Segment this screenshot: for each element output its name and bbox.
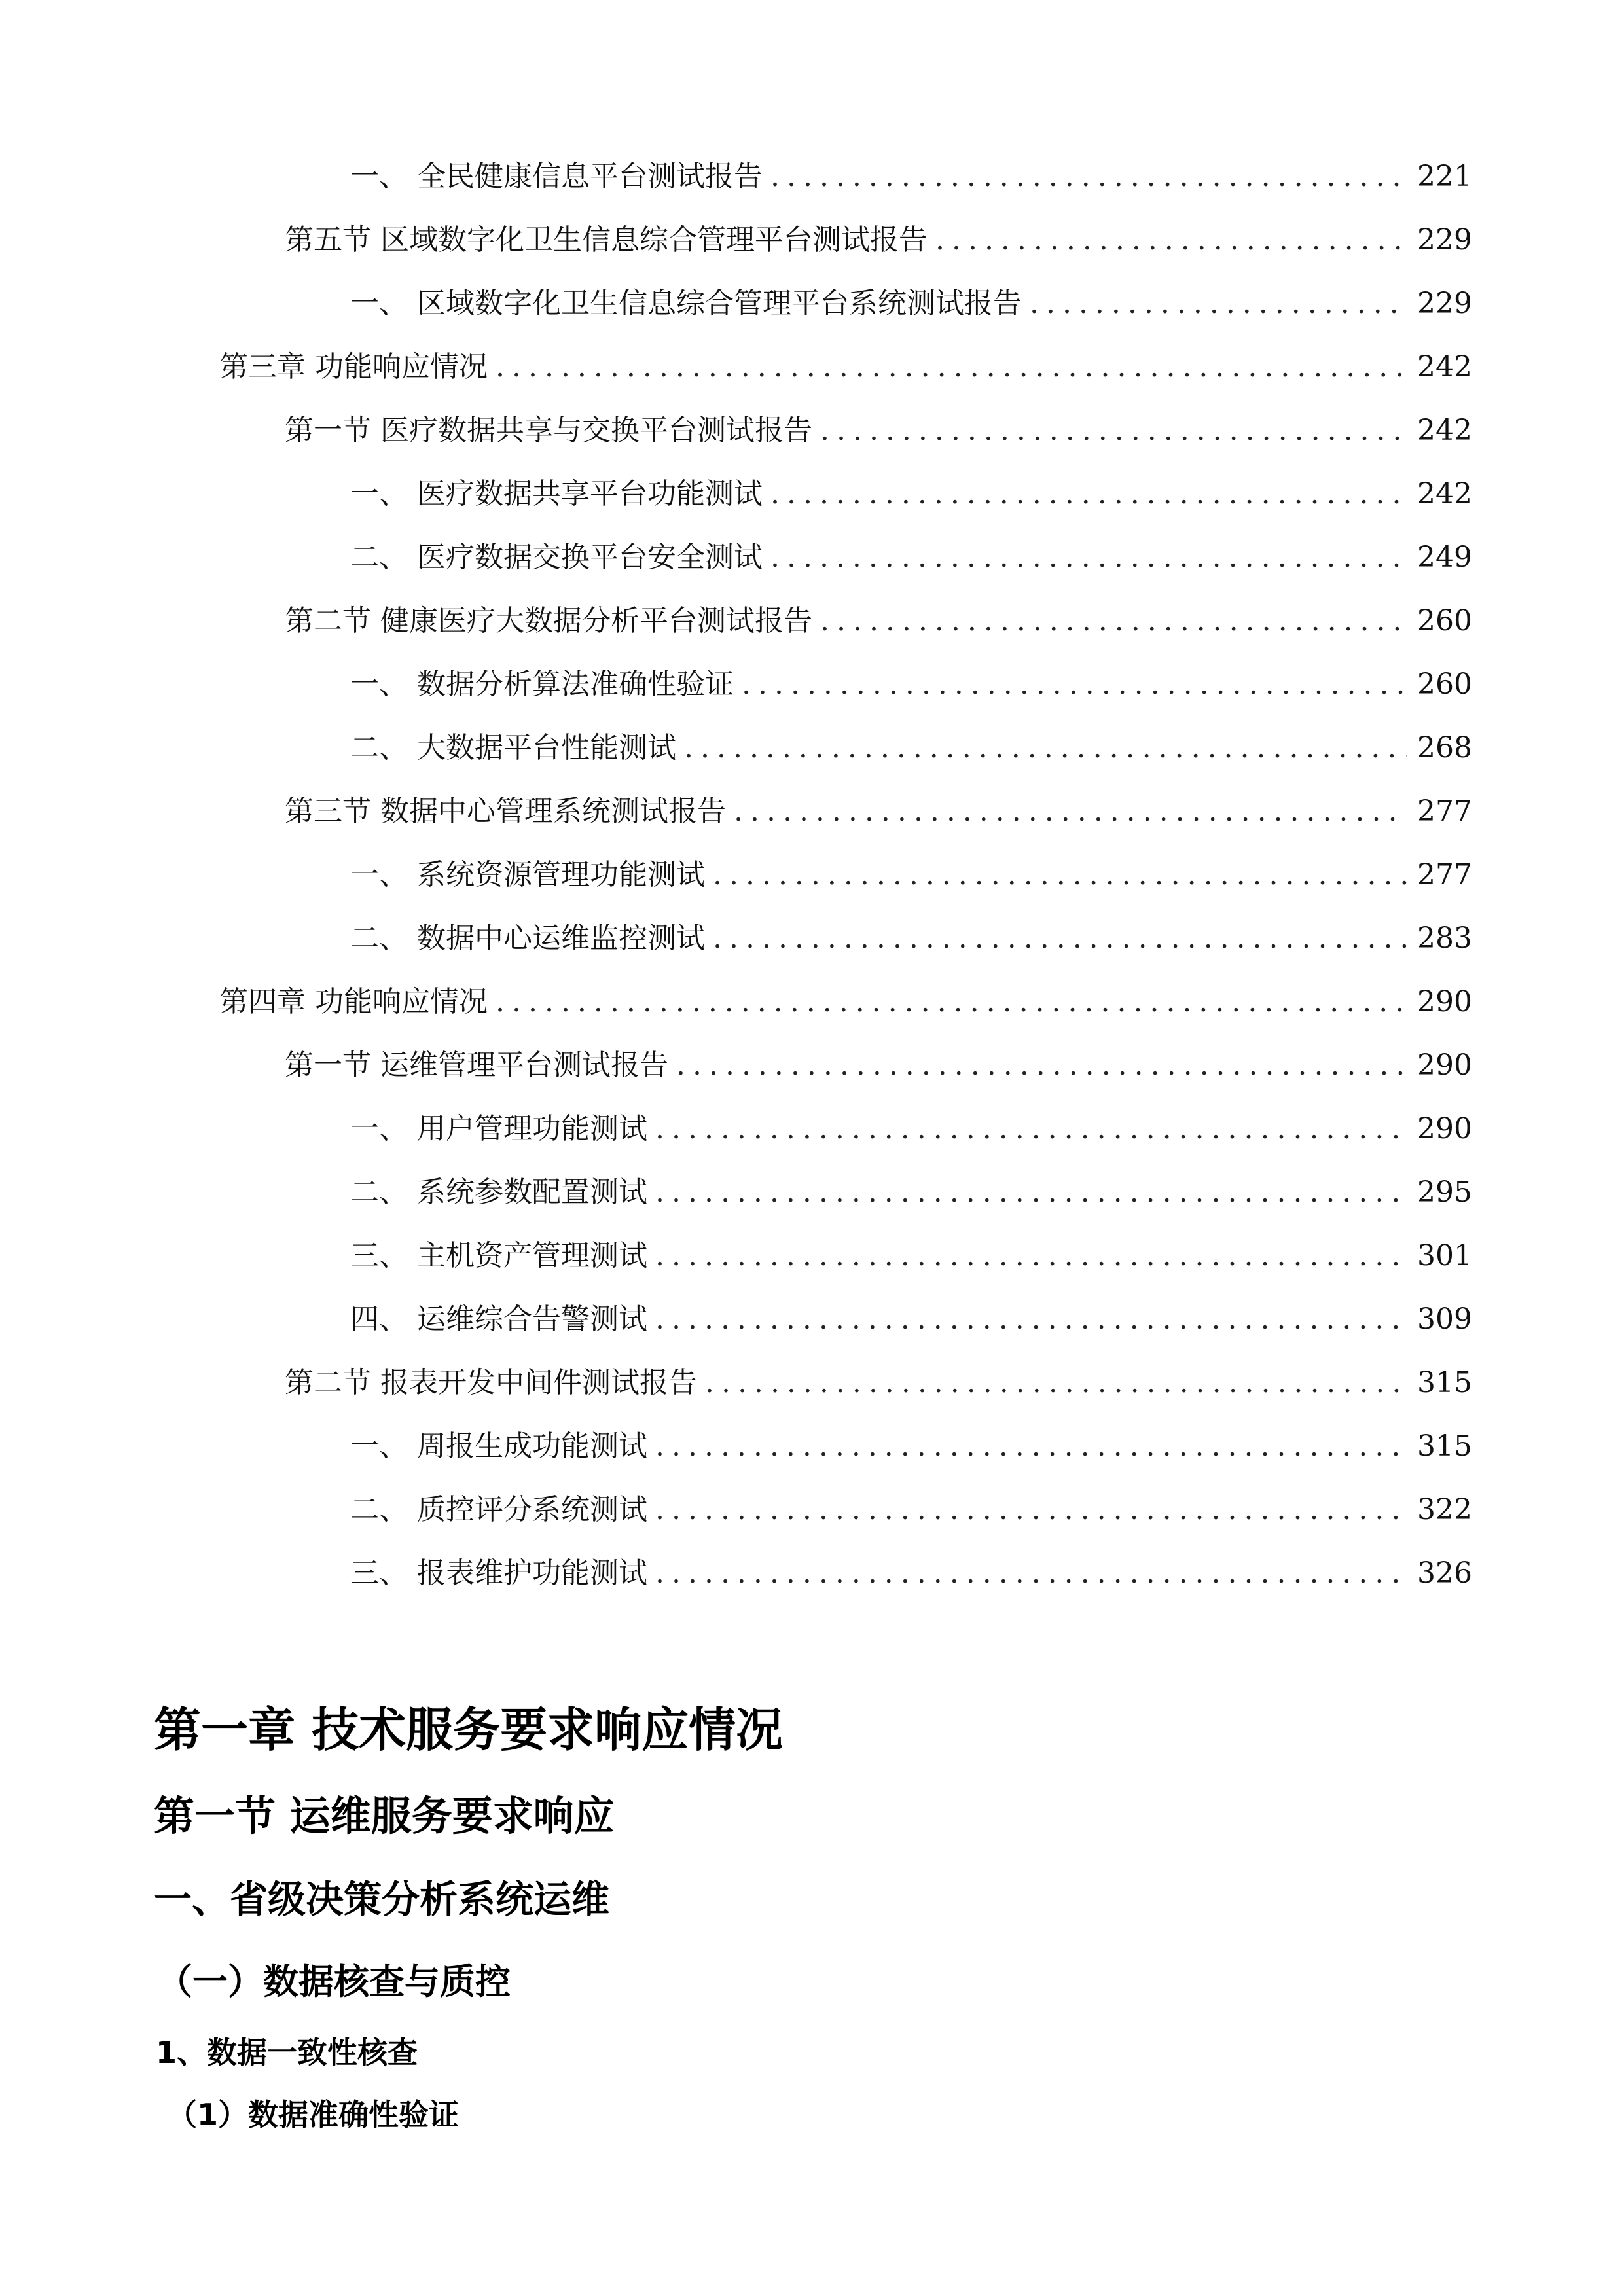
sub-subsection-heading: （一）数据核查与质控 [157,1961,511,2002]
section-heading: 第一节 运维服务要求响应 [154,1792,615,1840]
toc-entry-label: 第三章 功能响应情况 [219,350,488,384]
toc-leader-dots [734,785,1407,838]
toc-entry-page: 221 [1417,160,1472,193]
toc-entry-label: 二、 系统参数配置测试 [350,1175,647,1209]
toc-entry-page: 242 [1417,414,1472,447]
toc-entry-page: 326 [1417,1556,1472,1590]
toc-entry-label: 一、 全民健康信息平台测试报告 [350,160,763,193]
toc-entry-label: 二、 大数据平台性能测试 [350,731,676,764]
toc-entry[interactable] [350,722,1470,774]
subsection-heading: 一、省级决策分析系统运维 [154,1877,610,1922]
toc-leader-dots [770,151,1407,203]
toc-leader-dots [713,912,1407,965]
toc-entry-page: 229 [1417,287,1472,320]
toc-entry-page: 322 [1417,1493,1472,1526]
toc-entry[interactable] [285,1039,1470,1092]
toc-entry[interactable] [350,278,1470,330]
toc-entry[interactable] [350,1166,1470,1219]
toc-leader-dots [655,1166,1407,1219]
toc-entry[interactable] [285,404,1470,457]
sub-item-heading: （1）数据准确性验证 [167,2097,460,2132]
toc-entry-page: 315 [1417,1366,1472,1399]
toc-entry-label: 第二节 报表开发中间件测试报告 [285,1366,697,1399]
item-heading: 1、数据一致性核查 [156,2035,418,2070]
toc-entry-page: 268 [1417,731,1472,764]
toc-leader-dots [820,404,1407,457]
toc-entry-page: 242 [1417,350,1472,384]
toc-entry-page: 277 [1417,795,1472,828]
toc-entry-page: 309 [1417,1302,1472,1336]
toc-leader-dots [935,214,1407,266]
toc-entry-page: 315 [1417,1429,1472,1463]
toc-leader-dots [655,1293,1407,1346]
toc-entry-label: 一、 周报生成功能测试 [350,1429,647,1463]
toc-entry[interactable] [350,531,1470,584]
toc-entry-label: 四、 运维综合告警测试 [350,1302,647,1336]
toc-entry-label: 三、 报表维护功能测试 [350,1556,647,1590]
toc-entry-page: 260 [1417,604,1472,637]
toc-entry-page: 290 [1417,985,1472,1018]
toc-leader-dots [742,658,1407,711]
toc-leader-dots [655,1420,1407,1473]
toc-entry-label: 一、 医疗数据共享平台功能测试 [350,477,763,511]
toc-entry-label: 第五节 区域数字化卫生信息综合管理平台测试报告 [285,223,928,257]
toc-entry[interactable] [350,658,1470,711]
toc-entry-page: 290 [1417,1112,1472,1145]
toc-entry[interactable] [219,976,1470,1028]
toc-entry-label: 二、 质控评分系统测试 [350,1493,647,1526]
toc-entry[interactable] [350,1547,1470,1600]
toc-entry[interactable] [350,468,1470,520]
toc-leader-dots [705,1357,1407,1409]
toc-leader-dots [496,976,1407,1028]
toc-entry-label: 第一节 医疗数据共享与交换平台测试报告 [285,414,812,447]
toc-entry[interactable] [350,1420,1470,1473]
toc-entry-page: 242 [1417,477,1472,511]
toc-entry[interactable] [219,341,1470,393]
toc-leader-dots [820,595,1407,647]
toc-entry[interactable] [285,1357,1470,1409]
toc-entry[interactable] [285,785,1470,838]
toc-entry-page: 295 [1417,1175,1472,1209]
toc-entry-page: 229 [1417,223,1472,257]
toc-entry-label: 一、 系统资源管理功能测试 [350,858,705,891]
toc-entry-label: 一、 用户管理功能测试 [350,1112,647,1145]
toc-entry-page: 260 [1417,668,1472,701]
toc-entry-page: 249 [1417,541,1472,574]
toc-leader-dots [770,468,1407,520]
toc-entry-label: 二、 医疗数据交换平台安全测试 [350,541,763,574]
toc-entry[interactable] [350,1484,1470,1536]
toc-entry[interactable] [350,1103,1470,1155]
toc-entry-label: 二、 数据中心运维监控测试 [350,922,705,955]
toc-leader-dots [655,1547,1407,1600]
toc-entry[interactable] [350,1293,1470,1346]
toc-entry-page: 283 [1417,922,1472,955]
toc-entry[interactable] [285,595,1470,647]
toc-leader-dots [684,722,1407,774]
toc-leader-dots [496,341,1407,393]
toc-entry[interactable] [285,214,1470,266]
toc-entry[interactable] [350,1230,1470,1282]
toc-leader-dots [713,849,1407,901]
toc-entry-page: 301 [1417,1239,1472,1272]
toc-leader-dots [655,1484,1407,1536]
toc-entry-label: 一、 区域数字化卫生信息综合管理平台系统测试报告 [350,287,1022,320]
chapter-heading: 第一章 技术服务要求响应情况 [154,1702,784,1757]
toc-entry-page: 277 [1417,858,1472,891]
toc-entry-label: 第三节 数据中心管理系统测试报告 [285,795,726,828]
toc-leader-dots [770,531,1407,584]
toc-entry-label: 一、 数据分析算法准确性验证 [350,668,734,701]
toc-entry[interactable] [350,849,1470,901]
toc-entry-label: 三、 主机资产管理测试 [350,1239,647,1272]
toc-entry-label: 第二节 健康医疗大数据分析平台测试报告 [285,604,812,637]
toc-leader-dots [1030,278,1407,330]
toc-leader-dots [655,1230,1407,1282]
toc-entry-label: 第一节 运维管理平台测试报告 [285,1049,668,1082]
toc-entry-page: 290 [1417,1049,1472,1082]
toc-entry[interactable] [350,151,1470,203]
toc-leader-dots [676,1039,1407,1092]
toc-leader-dots [655,1103,1407,1155]
toc-entry-label: 第四章 功能响应情况 [219,985,488,1018]
toc-entry[interactable] [350,912,1470,965]
